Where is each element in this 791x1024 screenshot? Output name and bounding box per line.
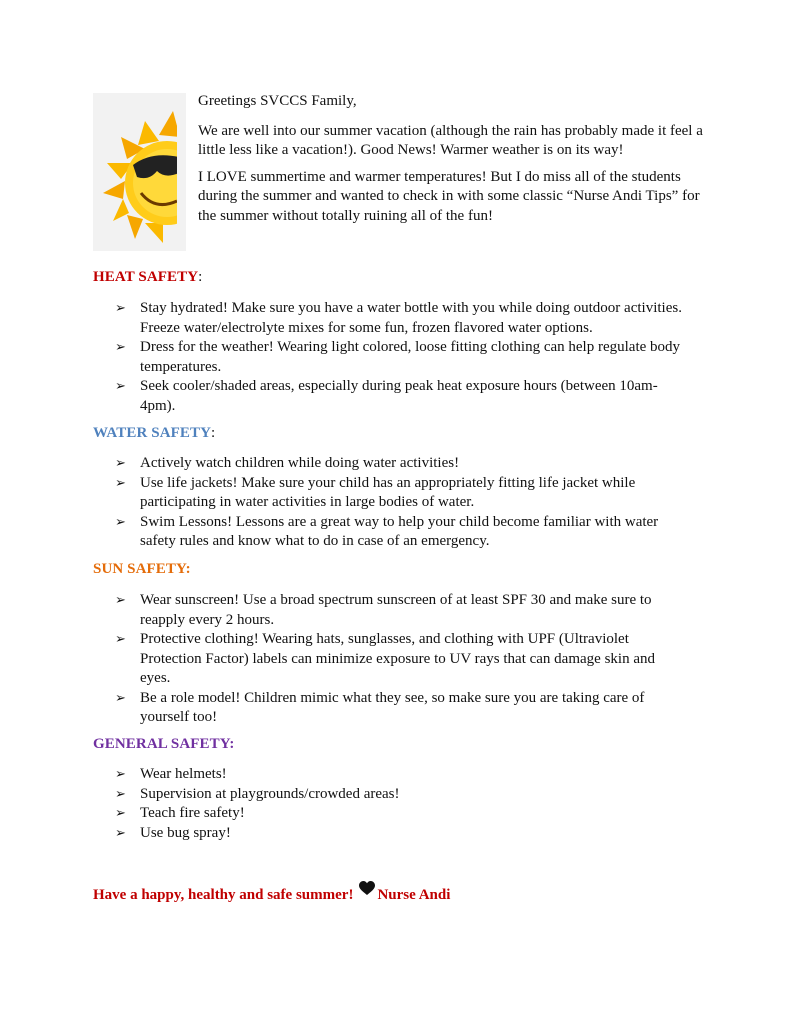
arrow-bullet-icon: ➢ xyxy=(115,786,126,802)
list-item: ➢ Wear helmets! xyxy=(115,765,685,785)
heart-icon xyxy=(359,881,375,901)
sun-safety-title: SUN SAFETY xyxy=(93,561,186,577)
arrow-bullet-icon: ➢ xyxy=(115,632,126,647)
intro-text xyxy=(198,92,718,226)
list-item: ➢ Actively watch children while doing water activities! xyxy=(115,454,685,474)
water-safety-heading: WATER SAFETY: xyxy=(93,425,216,441)
arrow-bullet-icon: ➢ xyxy=(115,806,126,821)
intro-paragraph-2: I LOVE summertime and warmer temperatures! But I do miss all of the students during the summer and wanted to check in with some classic “Nurse Andi Tips” for the summer without totally ruining all of the fun! xyxy=(198,168,700,224)
list-item: ➢ Supervision at playgrounds/crowded areas! xyxy=(115,785,685,805)
heat-safety-heading: HEAT SAFETY: xyxy=(93,269,203,285)
heat-safety-list xyxy=(115,299,685,416)
closing-message: Have a happy, healthy and safe summer! xyxy=(93,887,354,903)
arrow-bullet-icon: ➢ xyxy=(115,340,126,355)
list-item: ➢ Swim Lessons! Lessons are a great way to help your child become familiar with water safety rules and know what to do in case of an emergency. xyxy=(115,513,659,549)
list-item: ➢ Stay hydrated! Make sure you have a water bottle with you while doing outdoor activities. Freeze water/electrolyte mixes for some fun, frozen flavored water options. xyxy=(115,300,682,336)
list-item: ➢ Protective clothing! Wearing hats, sunglasses, and clothing with UPF (Ultraviolet Protection Factor) labels can minimize exposure to UV rays that can damage skin and eyes. xyxy=(115,631,655,686)
arrow-bullet-icon: ➢ xyxy=(115,767,126,782)
general-safety-title: GENERAL SAFETY xyxy=(93,736,230,752)
signature: Nurse Andi xyxy=(377,887,451,903)
water-safety-title: WATER SAFETY xyxy=(93,425,212,441)
list-item: ➢ Dress for the weather! Wearing light colored, loose fitting clothing can help regulate body temperatures. xyxy=(115,339,681,375)
arrow-bullet-icon: ➢ xyxy=(115,379,126,394)
list-item: ➢ Wear sunscreen! Use a broad spectrum sunscreen of at least SPF 30 and make sure to reapply every 2 hours. xyxy=(115,592,652,628)
list-item: ➢ Teach fire safety! xyxy=(115,804,685,824)
general-safety-list xyxy=(115,765,685,843)
general-safety-heading: GENERAL SAFETY: xyxy=(93,736,235,752)
list-item: ➢ Use life jackets! Make sure your child has an appropriately fitting life jacket while participating in water activities in large bodies of water. xyxy=(115,474,636,510)
closing-line xyxy=(93,887,450,904)
list-item: ➢ Use bug spray! xyxy=(115,824,685,844)
arrow-bullet-icon: ➢ xyxy=(115,690,126,706)
greeting: Greetings SVCCS Family, xyxy=(198,93,357,109)
sun-safety-list xyxy=(115,591,685,728)
arrow-bullet-icon: ➢ xyxy=(115,301,126,316)
arrow-bullet-icon: ➢ xyxy=(115,514,126,530)
sun-with-sunglasses-icon xyxy=(93,93,186,251)
arrow-bullet-icon: ➢ xyxy=(115,593,126,608)
arrow-bullet-icon: ➢ xyxy=(115,456,126,471)
list-item: ➢ Seek cooler/shaded areas, especially during peak heat exposure hours (between 10am-4pm). xyxy=(115,378,658,414)
sun-safety-heading: SUN SAFETY: xyxy=(93,561,191,577)
arrow-bullet-icon: ➢ xyxy=(115,825,126,841)
heat-safety-title: HEAT SAFETY xyxy=(93,269,199,285)
arrow-bullet-icon: ➢ xyxy=(115,475,126,491)
list-item: ➢ Be a role model! Children mimic what they see, so make sure you are taking care of yourself too! xyxy=(115,689,645,725)
water-safety-list xyxy=(115,454,685,552)
intro-paragraph-1: We are well into our summer vacation (although the rain has probably made it feel a little less like a vacation!). Good News! Warmer weather is on its way! xyxy=(198,122,703,158)
